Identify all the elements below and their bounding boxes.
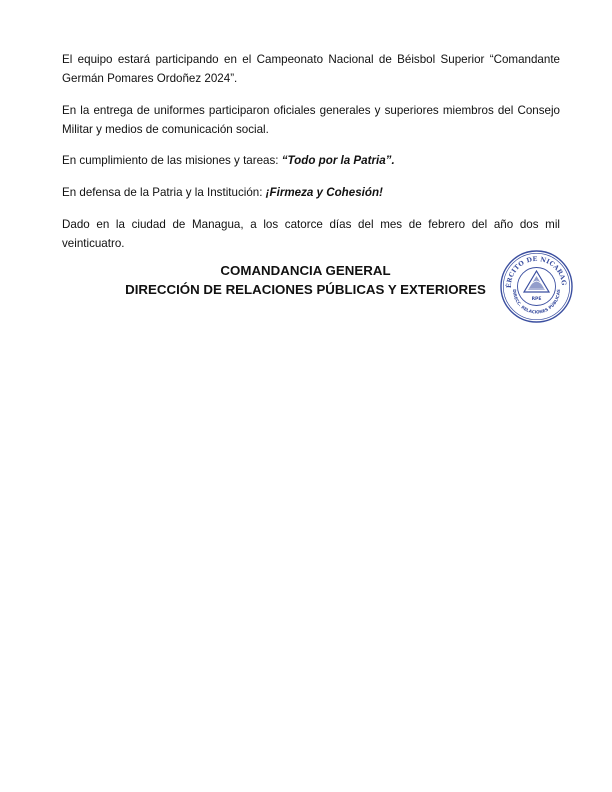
missions-motto: “Todo por la Patria”. <box>281 154 395 167</box>
defense-prefix: En defensa de la Patria y la Institución: <box>62 186 266 199</box>
paragraph-date-place: Dado en la ciudad de Managua, a los catorce días del mes de febrero del año dos mil veinticuatro. <box>62 218 560 250</box>
paragraph-championship: El equipo estará participando en el Campeonato Nacional de Béisbol Superior “Comandante Germán Pomares Ordoñez 2024”. <box>62 53 560 85</box>
signature-line-command: COMANDANCIA GENERAL <box>220 263 391 278</box>
seal-center-text: RPE <box>531 297 542 302</box>
defense-motto: ¡Firmeza y Cohesión! <box>265 186 383 199</box>
seal-top-text: ÉRCITO DE NICARAG <box>505 255 568 289</box>
paragraph-defense <box>62 183 560 202</box>
official-seal-icon <box>499 249 574 324</box>
signature-line-department: DIRECCIÓN DE RELACIONES PÚBLICAS Y EXTERIORES <box>125 282 486 297</box>
missions-prefix: En cumplimiento de las misiones y tareas: <box>62 154 282 167</box>
paragraph-missions <box>62 151 560 170</box>
seal-bottom-text: DIRECC. RELACIONES PÚBLICAS <box>511 289 562 315</box>
paragraph-uniform-delivery: En la entrega de uniformes participaron oficiales generales y superiores miembros del Consejo Militar y medios de comunicación social. <box>62 104 560 136</box>
